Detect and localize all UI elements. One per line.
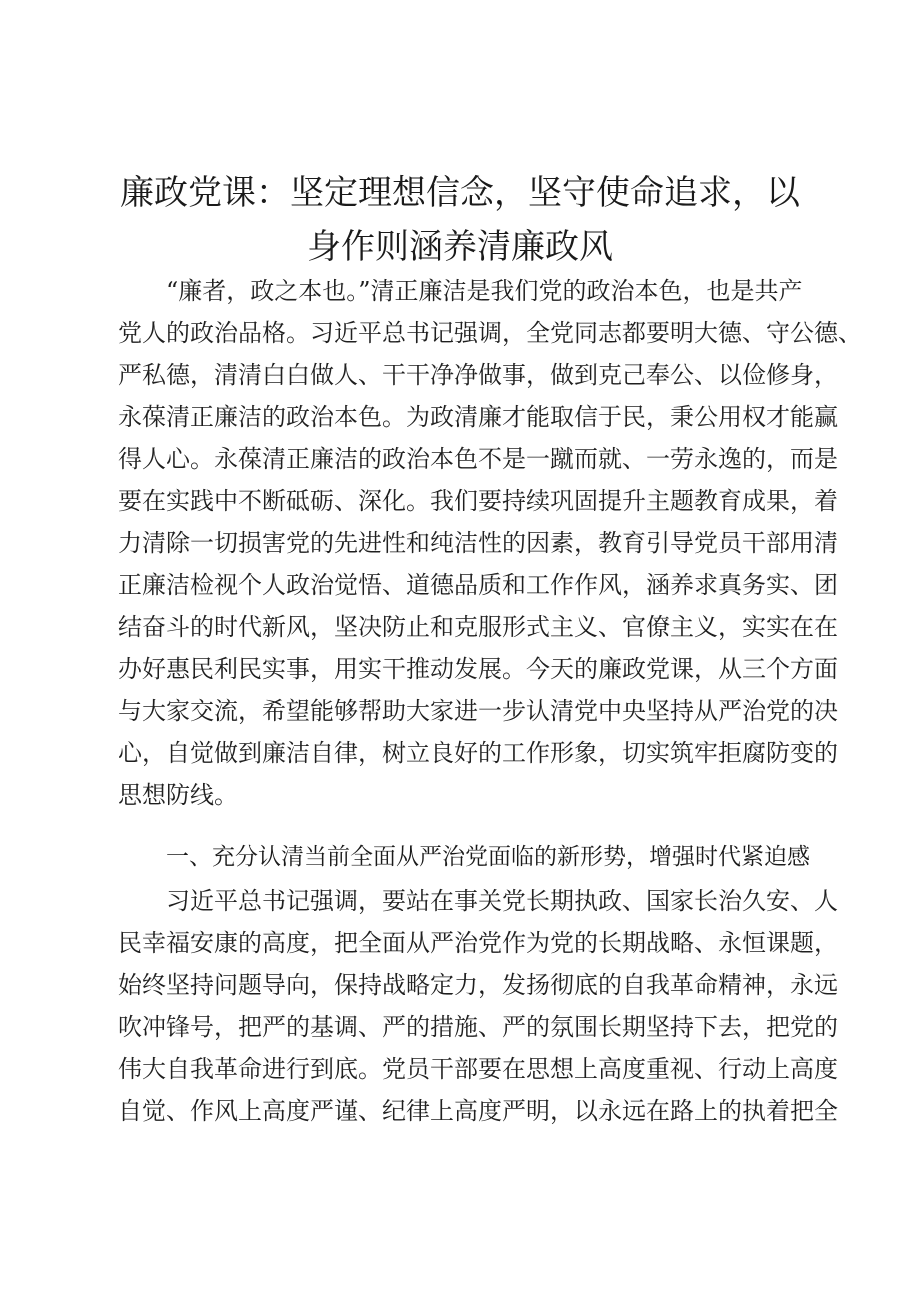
section-heading-1: 一、充分认清当前全面从严治党面临的新形势，增强时代紧迫感 (166, 844, 810, 870)
intro-line: 正廉洁检视个人政治觉悟、道德品质和工作作风，涵养求真务实、团 (118, 571, 838, 599)
intro-line: 要在实践中不断砥砺、深化。我们要持续巩固提升主题教育成果，着 (118, 487, 838, 515)
intro-line: 力清除一切损害党的先进性和纯洁性的因素，教育引导党员干部用清 (118, 529, 838, 557)
document-title (100, 166, 820, 274)
section-1-line: 吹冲锋号，把严的基调、严的措施、严的氛围长期坚持下去，把党的 (118, 1013, 838, 1041)
intro-line: 办好惠民利民实事，用实干推动发展。今天的廉政党课，从三个方面 (118, 655, 838, 683)
section-1-line: 伟大自我革命进行到底。党员干部要在思想上高度重视、行动上高度 (118, 1055, 838, 1083)
intro-line: 严私德，清清白白做人、干干净净做事，做到克己奉公、以俭修身， (118, 361, 838, 389)
intro-line: 思想防线。 (118, 781, 238, 809)
intro-line: 得人心。永葆清正廉洁的政治本色不是一蹴而就、一劳永逸的，而是 (118, 445, 838, 473)
intro-line: 结奋斗的时代新风，坚决防止和克服形式主义、官僚主义，实实在在 (118, 613, 838, 641)
section-1-line: 习近平总书记强调，要站在事关党长期执政、国家长治久安、人 (166, 887, 838, 915)
section-1-line: 民幸福安康的高度，把全面从严治党作为党的长期战略、永恒课题， (118, 929, 838, 957)
intro-line: “廉者，政之本也。”清正廉洁是我们党的政治本色，也是共产 (166, 277, 803, 305)
intro-line: 党人的政治品格。习近平总书记强调，全党同志都要明大德、守公德、 (118, 319, 862, 347)
intro-line: 心，自觉做到廉洁自律，树立良好的工作形象，切实筑牢拒腐防变的 (118, 739, 838, 767)
intro-paragraph (118, 270, 862, 816)
title-line-2: 身作则涵养清廉政风 (307, 227, 613, 267)
intro-line: 与大家交流，希望能够帮助大家进一步认清党中央坚持从严治党的决 (118, 697, 838, 725)
title-line-1: 廉政党课：坚定理想信念，坚守使命追求，以 (120, 173, 800, 213)
section-1-paragraph (118, 880, 838, 1132)
section-1-line: 始终坚持问题导向，保持战略定力，发扬彻底的自我革命精神，永远 (118, 971, 838, 999)
section-1-line: 自觉、作风上高度严谨、纪律上高度严明，以永远在路上的执着把全 (118, 1097, 838, 1125)
intro-line: 永葆清正廉洁的政治本色。为政清廉才能取信于民，秉公用权才能赢 (118, 403, 838, 431)
